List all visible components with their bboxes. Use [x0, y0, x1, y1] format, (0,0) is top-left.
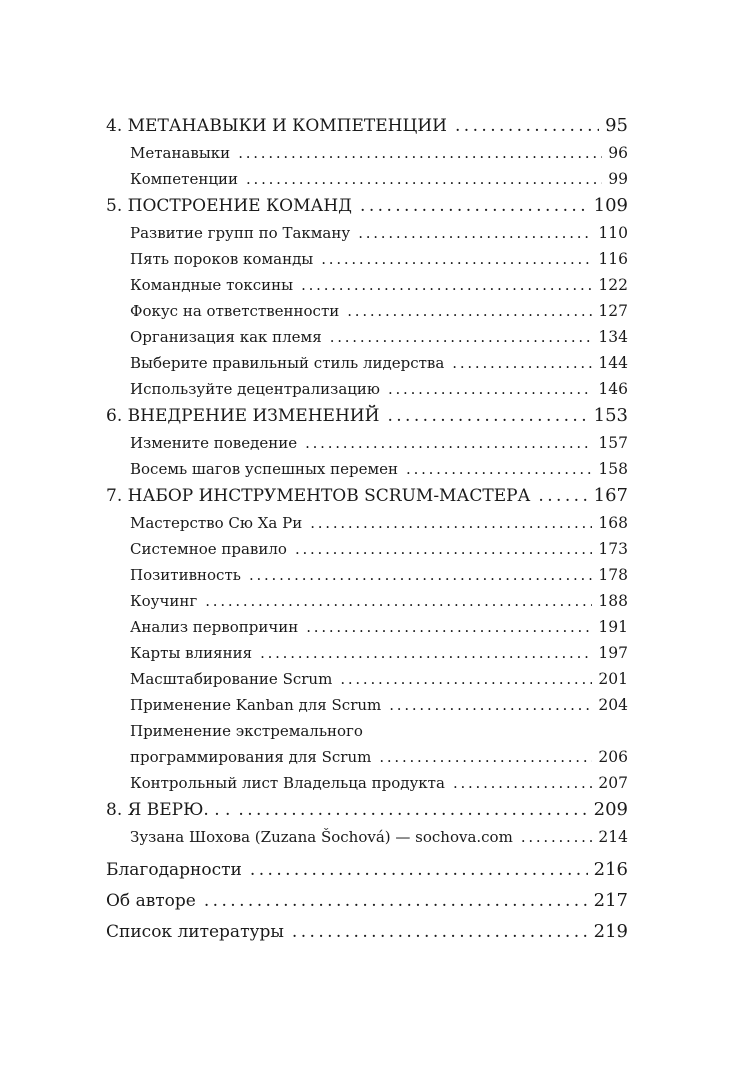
item-title: Командные токсины — [130, 276, 294, 294]
toc-item — [130, 692, 628, 718]
dot-leader — [347, 298, 592, 324]
page-number: 178 — [598, 566, 628, 584]
toc-chapter-4 — [106, 112, 628, 140]
toc-chapter-5 — [106, 192, 628, 220]
toc-item — [130, 246, 628, 272]
item-title: Измените поведение — [130, 434, 298, 452]
item-title: Фокус на ответственности — [130, 302, 340, 320]
page-number: 168 — [598, 514, 628, 532]
item-title: Развитие групп по Такману — [130, 224, 351, 242]
toc-item — [130, 640, 628, 666]
page-number: 201 — [598, 670, 628, 688]
dot-leader — [295, 536, 592, 562]
page-number: 217 — [593, 890, 628, 911]
page-number: 191 — [598, 618, 628, 636]
item-title: Применение Kanban для Scrum — [130, 696, 382, 714]
item-title: Пять пороков команды — [130, 250, 314, 268]
dot-leader — [452, 350, 592, 376]
item-title: Коучинг — [130, 592, 198, 610]
dot-leader — [306, 614, 592, 640]
item-title: Компетенции — [130, 170, 238, 188]
toc-item — [130, 536, 628, 562]
dot-leader — [250, 855, 588, 886]
item-title: Организация как племя — [130, 328, 322, 346]
item-title: Мастерство Сю Ха Ри — [130, 514, 303, 532]
chapter-title: 5. ПОСТРОЕНИЕ КОМАНД — [106, 196, 353, 216]
item-title: Анализ первопричин — [130, 618, 299, 636]
dot-leader — [204, 886, 588, 917]
page-number: 110 — [598, 224, 628, 242]
page-number: 204 — [598, 696, 628, 714]
toc-item-multiline-first-line — [130, 718, 628, 744]
toc-item — [130, 272, 628, 298]
item-title: Благодарности — [106, 860, 242, 880]
item-title-line2: программирования для Scrum — [130, 748, 372, 766]
toc-item — [130, 376, 628, 402]
dot-leader — [246, 166, 602, 192]
page-number: 209 — [593, 799, 628, 820]
page-number: 207 — [598, 774, 628, 792]
table-of-contents — [106, 112, 628, 947]
dot-leader — [330, 324, 593, 350]
item-title: Метанавыки — [130, 144, 231, 162]
dot-leader — [379, 744, 592, 770]
dot-leader — [360, 192, 588, 220]
dot-leader — [358, 220, 592, 246]
toc-chapter-8 — [106, 796, 628, 824]
toc-item — [130, 140, 628, 166]
item-title: Используйте децентрализацию — [130, 380, 380, 398]
item-title: Зузана Шохова (Zuzana Šochová) — sochova.com — [130, 828, 513, 846]
dot-leader — [238, 140, 602, 166]
page-number: 146 — [598, 380, 628, 398]
page-number: 188 — [598, 592, 628, 610]
page-number: 122 — [598, 276, 628, 294]
item-title: Контрольный лист Владельца продукта — [130, 774, 445, 792]
page-number: 127 — [598, 302, 628, 320]
dot-leader — [249, 562, 592, 588]
dot-leader — [406, 456, 592, 482]
page-number: 167 — [593, 485, 628, 506]
toc-item — [130, 588, 628, 614]
item-title: Карты влияния — [130, 644, 253, 662]
page-number: 173 — [598, 540, 628, 558]
toc-item — [130, 562, 628, 588]
toc-back-matter-bibliography — [106, 916, 628, 947]
dot-leader — [340, 666, 592, 692]
toc-back-matter-about-author — [106, 885, 628, 916]
page-number: 153 — [593, 405, 628, 426]
toc-item — [130, 824, 628, 850]
toc-back-matter-acknowledgements — [106, 854, 628, 885]
toc-item — [130, 456, 628, 482]
page-number: 216 — [593, 859, 628, 880]
page-number: 219 — [593, 921, 628, 942]
page-number: 206 — [598, 748, 628, 766]
page-number: 134 — [598, 328, 628, 346]
toc-chapter-6 — [106, 402, 628, 430]
dot-leader — [305, 430, 592, 456]
dot-leader — [387, 402, 587, 430]
toc-item — [130, 614, 628, 640]
page-number: 214 — [598, 828, 628, 846]
dot-leader — [238, 796, 587, 824]
toc-item — [130, 350, 628, 376]
dot-leader — [301, 272, 592, 298]
dot-leader — [389, 692, 592, 718]
item-title: Выберите правильный стиль лидерства — [130, 354, 445, 372]
dot-leader — [260, 640, 592, 666]
item-title: Масштабирование Scrum — [130, 670, 333, 688]
dot-leader — [292, 917, 588, 948]
page-number: 109 — [593, 195, 628, 216]
dot-leader — [538, 482, 587, 510]
toc-item — [130, 430, 628, 456]
toc-item — [130, 220, 628, 246]
item-title: Системное правило — [130, 540, 287, 558]
page-number: 99 — [608, 170, 628, 188]
page-number: 95 — [605, 115, 628, 136]
toc-item — [130, 324, 628, 350]
chapter-title: 7. НАБОР ИНСТРУМЕНТОВ SCRUM-МАСТЕРА — [106, 486, 531, 506]
page-number: 157 — [598, 434, 628, 452]
toc-item — [130, 298, 628, 324]
dot-leader — [205, 588, 592, 614]
item-title: Восемь шагов успешных перемен — [130, 460, 399, 478]
dot-leader — [521, 824, 593, 850]
dot-leader — [310, 510, 592, 536]
toc-chapter-7 — [106, 482, 628, 510]
page-number: 197 — [598, 644, 628, 662]
page-number: 116 — [598, 250, 628, 268]
dot-leader — [321, 246, 592, 272]
toc-item — [130, 666, 628, 692]
dot-leader — [453, 770, 592, 796]
page-number: 96 — [608, 144, 628, 162]
page-number: 158 — [598, 460, 628, 478]
chapter-title: 8. Я ВЕРЮ. . . — [106, 800, 231, 820]
chapter-title: 4. МЕТАНАВЫКИ И КОМПЕТЕНЦИИ — [106, 116, 447, 136]
toc-item — [130, 770, 628, 796]
dot-leader — [455, 112, 599, 140]
item-title-line1: Применение экстремального — [130, 722, 363, 740]
chapter-title: 6. ВНЕДРЕНИЕ ИЗМЕНЕНИЙ — [106, 406, 380, 426]
item-title: Об авторе — [106, 891, 196, 911]
toc-item-multiline-second-line — [130, 744, 628, 770]
page-number: 144 — [598, 354, 628, 372]
item-title: Список литературы — [106, 922, 284, 942]
item-title: Позитивность — [130, 566, 241, 584]
toc-item — [130, 166, 628, 192]
dot-leader — [388, 376, 592, 402]
toc-item — [130, 510, 628, 536]
